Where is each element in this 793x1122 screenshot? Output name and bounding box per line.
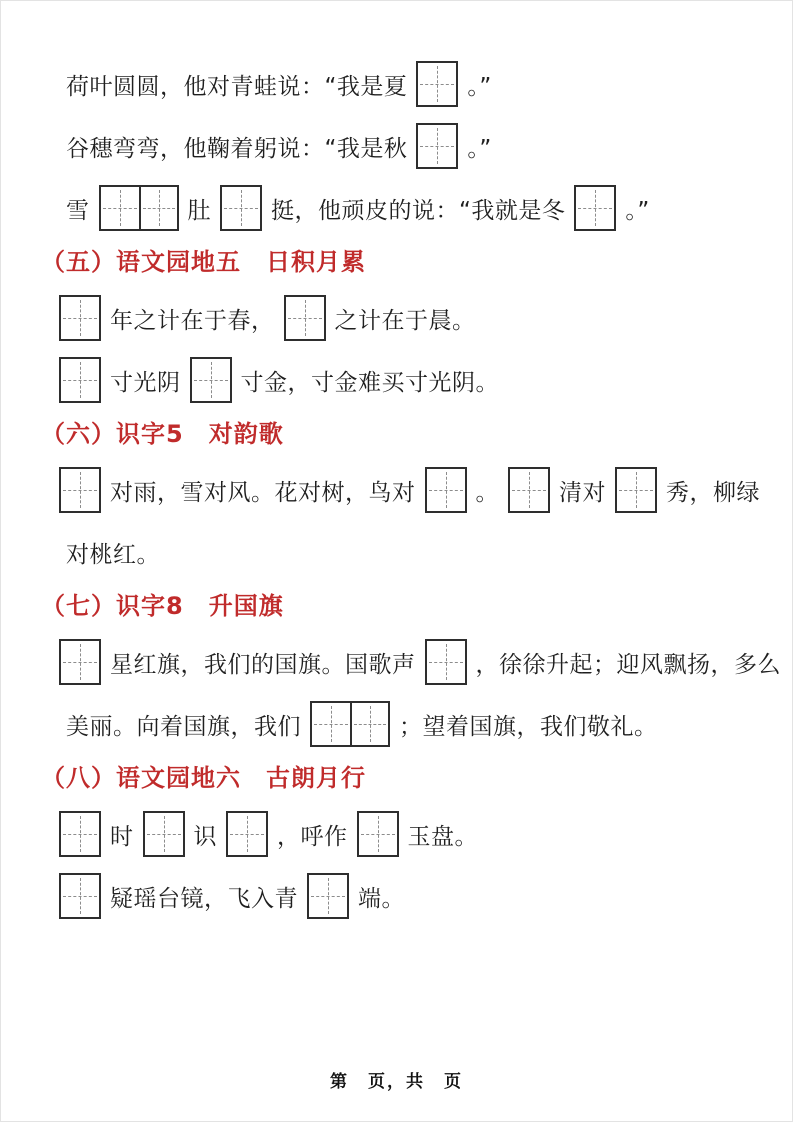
answer-box [99, 185, 179, 231]
answer-box-cell [427, 469, 465, 511]
worksheet-line [1, 123, 792, 169]
line-text: 寸金，寸金难买寸光阴。 [240, 369, 499, 396]
line-text: 时 [110, 823, 134, 850]
answer-box-cell [418, 125, 456, 167]
answer-box [615, 467, 657, 513]
answer-box-cell [192, 359, 230, 401]
line-text: 玉盘。 [407, 823, 478, 850]
page-footer [1, 1067, 792, 1092]
answer-box-cell [312, 703, 350, 745]
line-text: 肚 [187, 197, 211, 224]
line-text: ，徐徐升起；迎风飘扬，多么 [475, 651, 781, 678]
answer-box-cell [510, 469, 548, 511]
answer-box-cell [61, 359, 99, 401]
answer-box-cell [359, 813, 397, 855]
answer-box [59, 639, 101, 685]
answer-box [307, 873, 349, 919]
answer-box-cell [61, 875, 99, 917]
section-header: （六）识字5 对韵歌 [41, 420, 284, 448]
line-text: ，呼作 [277, 823, 348, 850]
answer-box-cell [228, 813, 266, 855]
answer-box-cell [139, 187, 177, 229]
line-text: 荷叶圆圆，他对青蛙说：“我是夏 [66, 73, 408, 100]
answer-box-cell [61, 641, 99, 683]
answer-box-cell [576, 187, 614, 229]
answer-box [59, 357, 101, 403]
line-text: 对桃红。 [66, 541, 160, 568]
worksheet-line [1, 873, 792, 919]
answer-box [59, 873, 101, 919]
worksheet-line [1, 701, 792, 747]
line-text: 。 [475, 479, 499, 506]
answer-box [574, 185, 616, 231]
line-text: 星红旗，我们的国旗。国歌声 [110, 651, 416, 678]
line-text: 对雨，雪对风。花对树，鸟对 [110, 479, 416, 506]
answer-box-cell [309, 875, 347, 917]
answer-box [220, 185, 262, 231]
worksheet-line [1, 61, 792, 107]
answer-box [310, 701, 390, 747]
section-header: （七）识字8 升国旗 [41, 592, 284, 620]
line-text: ；望着国旗，我们敬礼。 [399, 713, 658, 740]
answer-box-cell [418, 63, 456, 105]
line-text: 清对 [559, 479, 606, 506]
answer-box-cell [286, 297, 324, 339]
line-text: 挺，他顽皮的说：“我就是冬 [271, 197, 566, 224]
answer-box-cell [427, 641, 465, 683]
line-text: 疑瑶台镜，飞入青 [110, 885, 298, 912]
line-text: 。” [467, 73, 492, 100]
section-header: （八）语文园地六 古朗月行 [41, 764, 366, 792]
answer-box [226, 811, 268, 857]
answer-box [59, 467, 101, 513]
answer-box [59, 295, 101, 341]
answer-box [508, 467, 550, 513]
answer-box [425, 639, 467, 685]
worksheet-content [1, 1, 792, 919]
line-text: 雪 [66, 197, 90, 224]
answer-box [59, 811, 101, 857]
line-text: 端。 [358, 885, 405, 912]
answer-box [357, 811, 399, 857]
answer-box-cell [61, 813, 99, 855]
worksheet-line [1, 811, 792, 857]
worksheet-line [1, 295, 792, 341]
line-text: 。” [467, 135, 492, 162]
line-text: 。” [625, 197, 650, 224]
line-text: 年之计在于春， [110, 307, 275, 334]
answer-box-cell [350, 703, 388, 745]
worksheet-line [1, 639, 792, 685]
answer-box [425, 467, 467, 513]
line-text: 寸光阴 [110, 369, 181, 396]
answer-box [416, 61, 458, 107]
worksheet-line [1, 529, 792, 575]
answer-box [143, 811, 185, 857]
line-text: 秀，柳绿 [666, 479, 760, 506]
line-text: 之计在于晨。 [334, 307, 476, 334]
line-text: 识 [193, 823, 217, 850]
line-text: 谷穗弯弯，他鞠着躬说：“我是秋 [66, 135, 408, 162]
section-header: （五）语文园地五 日积月累 [41, 248, 366, 276]
worksheet-line [1, 467, 792, 513]
answer-box-cell [101, 187, 139, 229]
answer-box-cell [61, 469, 99, 511]
footer-page-label: 第 页，共 页 [330, 1072, 463, 1092]
worksheet-line [1, 357, 792, 403]
answer-box-cell [61, 297, 99, 339]
answer-box-cell [617, 469, 655, 511]
answer-box [190, 357, 232, 403]
answer-box-cell [222, 187, 260, 229]
line-text: 美丽。向着国旗，我们 [66, 713, 301, 740]
worksheet-line [1, 185, 792, 231]
answer-box-cell [145, 813, 183, 855]
answer-box [284, 295, 326, 341]
answer-box [416, 123, 458, 169]
